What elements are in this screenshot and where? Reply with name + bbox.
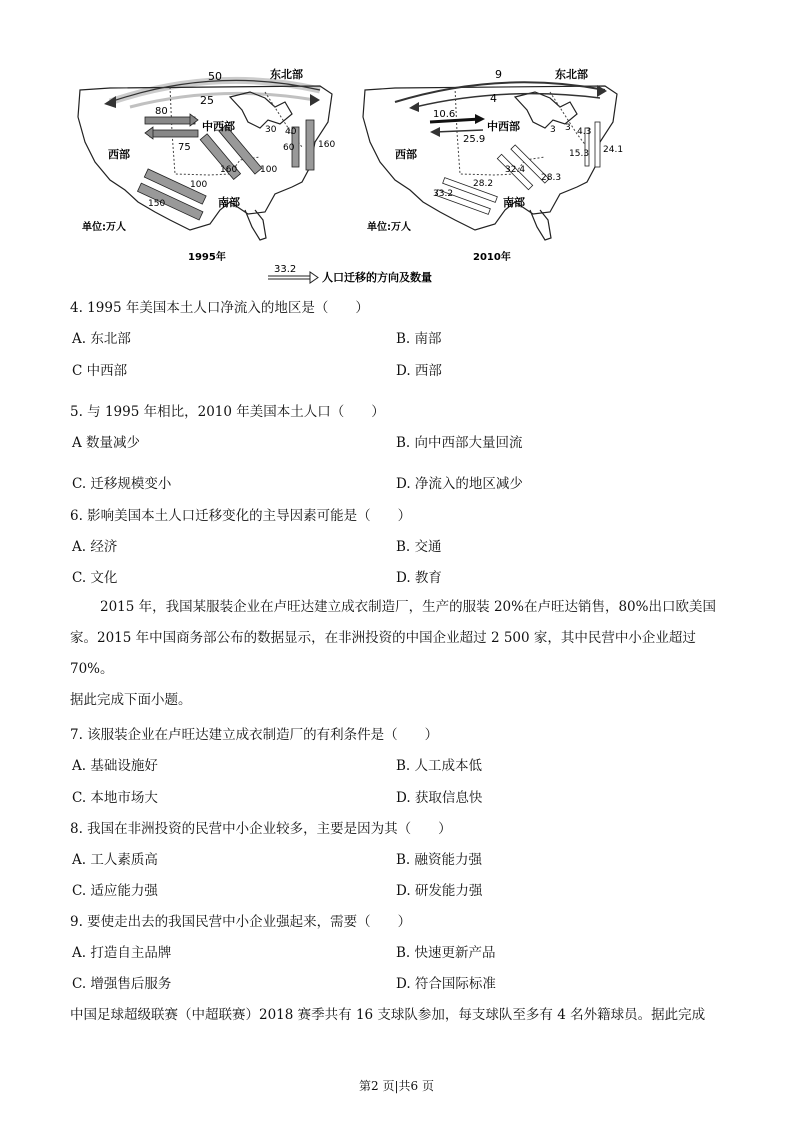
svg-text:25: 25 <box>200 94 214 107</box>
map-1995 <box>70 62 340 262</box>
svg-text:33.2: 33.2 <box>433 189 454 199</box>
map-2010 <box>355 62 625 262</box>
q8-option-d[interactable]: D. 研发能力强 <box>396 883 483 899</box>
q4-option-b[interactable]: B. 南部 <box>396 331 442 347</box>
q5-option-c[interactable]: C. 迁移规模变小 <box>72 476 172 492</box>
great-lakes <box>230 92 292 128</box>
q8-option-a[interactable]: A. 工人素质高 <box>72 852 158 868</box>
question-8-stem: 8. 我国在非洲投资的民营中小企业较多，主要是因为其（ ） <box>70 821 452 837</box>
q7-option-d[interactable]: D. 获取信息快 <box>396 790 483 806</box>
question-6-stem: 6. 影响美国本土人口迁移变化的主导因素可能是（ ） <box>70 508 412 524</box>
q7-option-b[interactable]: B. 人工成本低 <box>396 758 483 774</box>
arrow-head <box>104 96 116 108</box>
svg-text:40: 40 <box>285 127 297 137</box>
svg-text:3: 3 <box>550 125 556 135</box>
svg-text:80: 80 <box>155 106 168 117</box>
q4-option-a[interactable]: A. 东北部 <box>72 331 131 347</box>
svg-text:30: 30 <box>265 125 277 135</box>
q7-option-c[interactable]: C. 本地市场大 <box>72 790 158 806</box>
svg-text:100: 100 <box>260 165 278 175</box>
svg-text:西部: 西部 <box>108 148 130 161</box>
svg-text:50: 50 <box>208 70 222 83</box>
q9-option-c[interactable]: C. 增强售后服务 <box>72 976 172 992</box>
svg-text:32.4: 32.4 <box>505 165 526 175</box>
next-passage-line: 中国足球超级联赛（中超联赛）2018 赛季共有 16 支球队参加，每支球队至多有 4 名外籍球员。据此完成 <box>70 1007 706 1023</box>
svg-text:150: 150 <box>148 199 166 209</box>
question-5-stem: 5. 与 1995 年相比，2010 年美国本土人口（ ） <box>70 404 385 420</box>
q6-option-a[interactable]: A. 经济 <box>72 539 118 555</box>
q9-option-d[interactable]: D. 符合国际标准 <box>396 976 496 992</box>
passage-instruction: 据此完成下面小题。 <box>70 692 192 708</box>
question-7-stem: 7. 该服装企业在卢旺达建立成衣制造厂的有利条件是（ ） <box>70 727 439 743</box>
svg-text:1995年: 1995年 <box>188 252 226 262</box>
svg-text:160: 160 <box>220 165 238 175</box>
q7-option-a[interactable]: A. 基础设施好 <box>72 758 158 774</box>
q5-option-a[interactable]: A 数量减少 <box>72 435 141 451</box>
q8-option-c[interactable]: C. 适应能力强 <box>72 883 158 899</box>
svg-text:25.9: 25.9 <box>463 134 486 145</box>
q5-option-b[interactable]: B. 向中西部大量回流 <box>396 435 523 451</box>
q9-option-a[interactable]: A. 打造自主品牌 <box>72 945 172 961</box>
figure-legend <box>262 262 482 284</box>
svg-text:60: 60 <box>283 143 295 153</box>
q9-option-b[interactable]: B. 快速更新产品 <box>396 945 496 961</box>
svg-text:南部: 南部 <box>503 196 525 209</box>
svg-text:160: 160 <box>318 140 336 150</box>
svg-text:28.2: 28.2 <box>473 179 494 189</box>
svg-text:单位:万人: 单位:万人 <box>367 222 411 233</box>
svg-text:东北部: 东北部 <box>555 68 588 81</box>
legend-value: 33.2 <box>274 264 297 275</box>
legend-label: 人口迁移的方向及数量 <box>322 271 432 284</box>
passage-line-3: 70%。 <box>70 661 114 677</box>
svg-text:28.3: 28.3 <box>541 173 562 183</box>
question-4-stem: 4. 1995 年美国本土人口净流入的地区是（ ） <box>70 300 369 316</box>
svg-text:9: 9 <box>495 68 502 81</box>
question-9-stem: 9. 要使走出去的我国民营中小企业强起来，需要（ ） <box>70 914 412 930</box>
q4-option-c[interactable]: C 中西部 <box>72 363 128 379</box>
q6-option-c[interactable]: C. 文化 <box>72 570 118 586</box>
svg-text:东北部: 东北部 <box>270 68 303 81</box>
svg-text:南部: 南部 <box>218 196 240 209</box>
svg-text:3: 3 <box>565 123 571 133</box>
svg-text:4.3: 4.3 <box>577 127 592 137</box>
q6-option-d[interactable]: D. 教育 <box>396 570 442 586</box>
svg-text:2010年: 2010年 <box>473 252 511 262</box>
svg-text:中西部: 中西部 <box>202 120 235 133</box>
svg-text:100: 100 <box>190 180 208 190</box>
svg-text:75: 75 <box>178 142 191 153</box>
q8-option-b[interactable]: B. 融资能力强 <box>396 852 483 868</box>
svg-text:4: 4 <box>490 92 497 105</box>
page-footer: 第2 页|共6 页 <box>359 1079 434 1093</box>
q6-option-b[interactable]: B. 交通 <box>396 539 442 555</box>
q4-option-d[interactable]: D. 西部 <box>396 363 442 379</box>
svg-text:24.1: 24.1 <box>603 145 624 155</box>
q5-option-d[interactable]: D. 净流入的地区减少 <box>396 476 523 492</box>
svg-text:单位:万人: 单位:万人 <box>82 222 126 233</box>
svg-text:中西部: 中西部 <box>487 120 520 133</box>
passage-line-2: 家。2015 年中国商务部公布的数据显示，在非洲投资的中国企业超过 2 500 家，其中民营中小企业超过 <box>70 630 696 646</box>
svg-text:西部: 西部 <box>395 148 417 161</box>
svg-text:10.6: 10.6 <box>433 109 456 120</box>
svg-text:15.3: 15.3 <box>569 149 590 159</box>
passage-line-1: 2015 年，我国某服装企业在卢旺达建立成衣制造厂，生产的服装 20%在卢旺达销售，80%出口欧美国 <box>100 599 716 615</box>
